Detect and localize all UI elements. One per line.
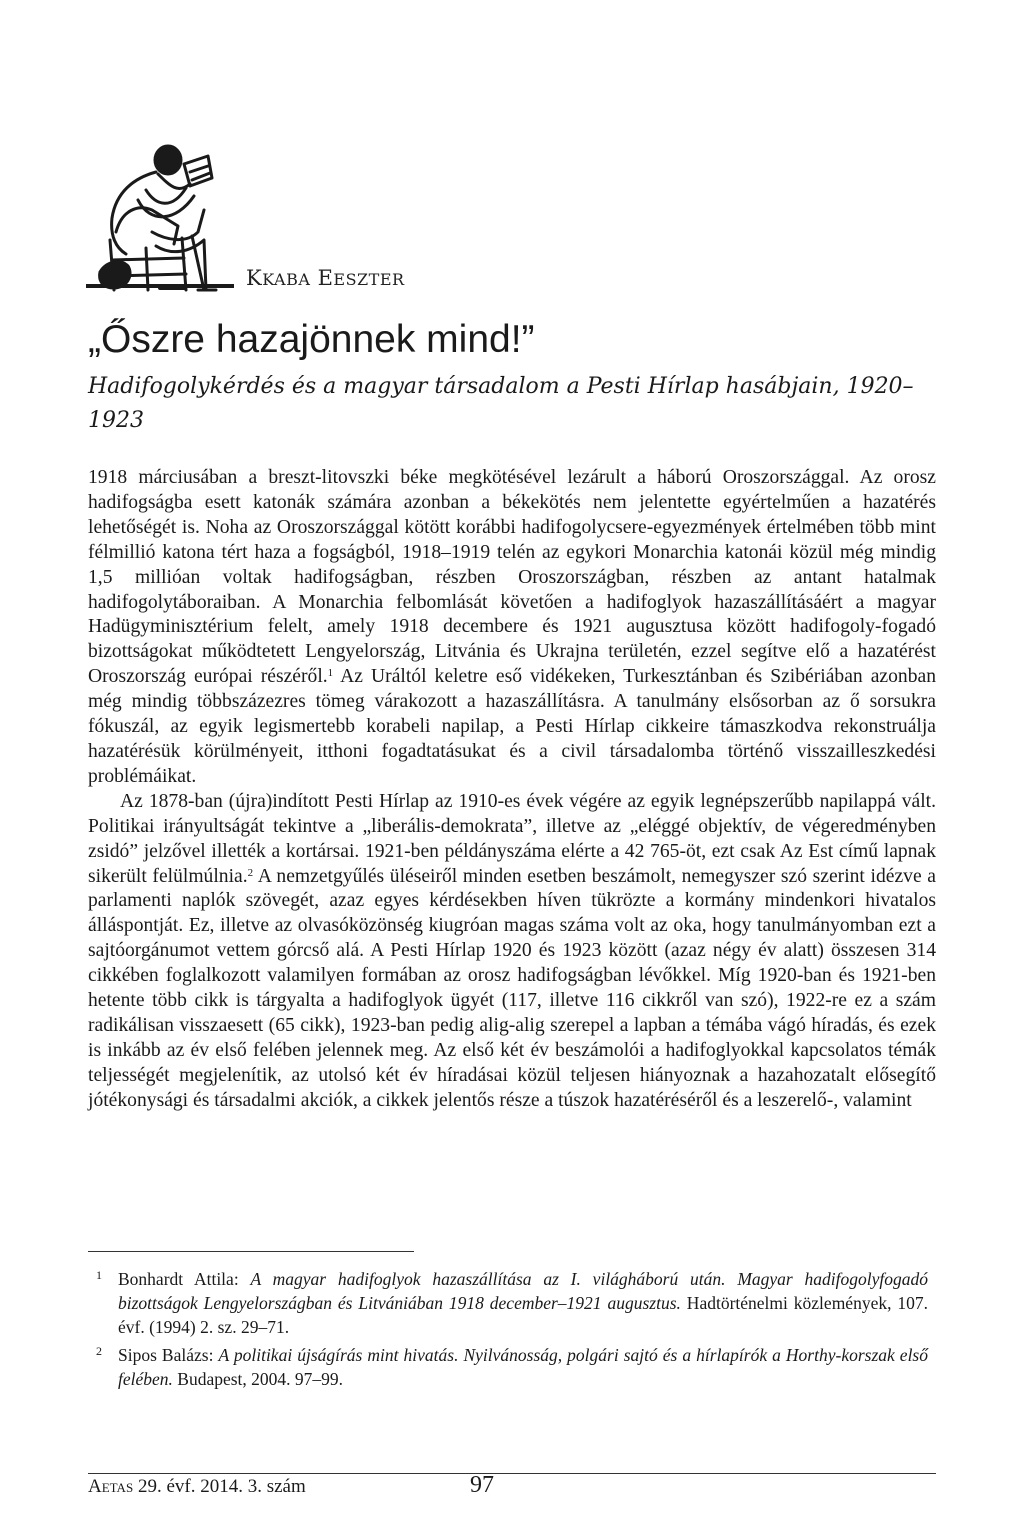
seated-man-reading-icon — [86, 140, 236, 300]
footnote-number: 1 — [96, 1268, 102, 1282]
author-name: KKABA EESZTER — [246, 266, 405, 290]
page-number: 97 — [470, 1472, 494, 1498]
journal-citation: Aetas 29. évf. 2014. 3. szám — [88, 1476, 306, 1497]
footer-rule — [88, 1473, 936, 1474]
journal-name: Aetas — [88, 1476, 134, 1497]
author-last-name: ESZTER — [333, 270, 405, 289]
article-title: „Őszre hazajönnek mind!” — [88, 318, 535, 361]
paragraph-1: 1918 márciusában a breszt-litovszki béke megkötésével lezárult a háború Oroszországgal. Az orosz hadifogságba esett katonák számára azonban a békekötés nem jelentette egyértelműen a hazatérés lehetőségét is. Noha az Oroszországgal kötött korábbi hadifogolycsere-egyezmények értelmében több mint félmillió katona tért haza a fogságból, 1918–1919 telén az egykori Monarchia katonái közül még mindig 1,5 millióan voltak hadifogságban, részben Oroszországban, részben az antant hatalmak hadifogolytáboraiban. A Monarchia felbomlását követően a hadifoglyok hazaszállításáért a magyar Hadügyminisztérium felelt, amely 1918 decembere és 1921 augusztusa között hadifogoly-fogadó bizottságokat működtetett Lengyelország, Litvánia és Ukrajna területén, ezzel segítve elő a hazatérést Oroszország európai részéről.$^1$ Az Uráltól keletre eső vidékeken, Turkesztánban és Szibériában azonban még mindig többszázezres tömeg várakozott a hazaszállításra. A tanulmány elsősorban az ő sorsukra fókuszál, az egyik legismertebb korabeli napilap, a Pesti Hírlap cikkeire támaszkodva rekonstruálja hazatérésük körülményeit, itthoni fogadtatásukat és a civil társadalomba történő visszailleszkedési problémáikat. — [88, 467, 936, 787]
footnote-number: 2 — [96, 1344, 102, 1358]
article-body — [88, 466, 936, 1114]
footnote-2: 2 Sipos Balázs: A politikai újságírás mint hivatás. Nyilvánosság, polgári sajtó és a hírlapírók a Horthy-korszak első felében. Budapest, 2004. 97–99. — [118, 1343, 928, 1391]
paragraph-2: Az 1878-ban (újra)indított Pesti Hírlap az 1910-es évek végére az egyik legnépszerűbb napilappá vált. Politikai irányultságát tekintve a „liberális-demokrata”, illetve az „eléggé objektív, de végeredményben zsidó” jelzővel illették a kortársai. 1921-ben példányszáma elérte a 42 765-öt, ezt csak Az Est című lapnak sikerült felülmúlnia.$^2$ A nemzetgyűlés üléseiről minden esetben beszámolt, nemegyszer szó szerint idézve a parlamenti naplók szövegét, azaz egyes kérdésekben híven tükrözte a kormány mindenkori hivatalos álláspontját. Ez, illetve az olvasóközönség kiugróan magas száma volt az oka, hogy tanulmányomban ezt a sajtóorgánumot vettem górcső alá. A Pesti Hírlap 1920 és 1923 között (azaz négy év alatt) összesen 314 cikkében foglalkozott valamilyen formában az orosz hadifogságban lévőkkel. Míg 1920-ban és 1921-ben hetente több cikk is tárgyalta a hadifoglyok ügyét (117, illetve 116 cikkről van szó), 1922-re ez a szám radikálisan visszaesett (65 cikk), 1923-ban pedig alig-alig szerepel a lapban a témába vágó híradás, és ezek is inkább az év első felében jelennek meg. Az első két év beszámolói a hadifoglyokkal kapcsolatos témák teljességét megjelenítik, az utolsó két év híradásai közül teljesen hiányoznak a hazahozatalt elősegítő jótékonysági és társadalmi akciók, a cikkek jelentős része a túszok hazatéréséről és a leszerelő-, valamint — [88, 790, 936, 1111]
footnote-ref-1[interactable]: 1 — [327, 667, 334, 680]
footnote-title: A politikai újságírás mint hivatás. Nyilvánosság, polgári sajtó és a hírlapírók a Horthy-korszak első felében. — [118, 1345, 928, 1389]
footnote-rule — [88, 1251, 414, 1252]
logo-rule — [86, 284, 234, 288]
footnote-title: A magyar hadifoglyok hazaszállítása az I. világháború után. Magyar hadifogolyfogadó bizottságok Lengyelországban és Litvániában 1918 december–1921 augusztus. — [118, 1269, 928, 1313]
article-subtitle: Hadifogolykérdés és a magyar társadalom a Pesti Hírlap hasábjain, 1920–1923 — [88, 374, 914, 433]
footnote-1: 1 Bonhardt Attila: A magyar hadifoglyok hazaszállítása az I. világháború után. Magyar hadifogolyfogadó bizottságok Lengyelországban és Litvániában 1918 december–1921 augusztus. Hadtörténelmi közlemények, 107. évf. (1994) 2. sz. 29–71. — [118, 1267, 928, 1339]
footnote-ref-2[interactable]: 2 — [247, 866, 254, 879]
footnotes — [96, 1267, 929, 1395]
author-first-name: KABA — [262, 270, 311, 289]
